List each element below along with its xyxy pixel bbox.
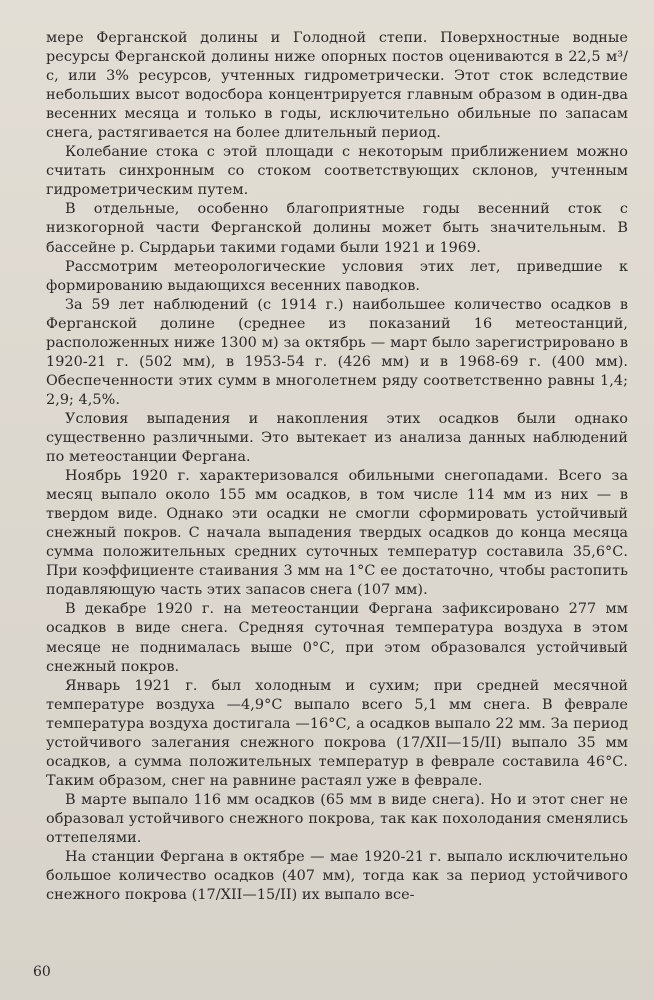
page-number: 60 xyxy=(33,964,51,980)
paragraph-5: За 59 лет наблюдений (с 1914 г.) наибольшее количество осадков в Ферганской долине (среднее из показаний 16 метеостанций, расположенных ниже 1300 м) за октябрь — март было зарегистрировано в 1920-21 г. (502 мм), в 1953-54 г. (426 мм) и в 1968-69 г. (400 мм). Обеспеченности этих сумм в многолетнем ряду соответственно равны 1,4; 2,9; 4,5%. xyxy=(46,296,628,408)
paragraph-7: Ноябрь 1920 г. характеризовался обильными снегопадами. Всего за месяц выпало около 155 мм осадков, в том числе 114 мм из них — в твердом виде. Однако эти осадки не смогли сформировать устойчивый снежный покров. С начала выпадения твердых осадков до конца месяца сумма положительных средних суточных температур составила 35,6°С. При коэффициенте стаивания 3 мм на 1°С ее достаточно, чтобы растопить подавляющую часть этих запасов снега (107 мм). xyxy=(46,468,628,599)
paragraph-11: На станции Фергана в октябре — мае 1920-21 г. выпало исключительно большое количество осадков (407 мм), тогда как за период устойчивого снежного покрова (17/XII—15/II) их выпало все- xyxy=(46,849,628,904)
paragraph-2: Колебание стока с этой площади с некоторым приближением можно считать синхронным со стоком соответствующих склонов, учтенным гидрометрическим путем. xyxy=(46,144,628,199)
paragraph-6: Условия выпадения и накопления этих осадков были однако существенно различными. Это вытекает из анализа данных наблюдений по метеостанции Фергана. xyxy=(46,410,628,466)
paragraph-10: В марте выпало 116 мм осадков (65 мм в виде снега). Но и этот снег не образовал устойчивого снежного покрова, так как похолодания сменялись оттепелями. xyxy=(46,791,628,846)
paragraph-9: Январь 1921 г. был холодным и сухим; при средней месячной температуре воздуха —4,9°С выпало всего 5,1 мм снега. В феврале температура воздуха достигала —16°С, а осадков выпало 22 мм. За период устойчивого залегания снежного покрова (17/XII—15/II) выпало 35 мм осадков, а сумма положительных температур в феврале составила 46°С. Таким образом, снег на равнине растаял уже в феврале. xyxy=(46,677,628,789)
text-body xyxy=(46,29,628,905)
paragraph-4: Рассмотрим метеорологические условия этих лет, приведшие к формированию выдающихся весенних паводков. xyxy=(46,258,628,294)
paragraph-1: мере Ферганской долины и Голодной степи. Поверхностные водные ресурсы Ферганской долины ниже опорных постов оцениваются в 22,5 м³/с, или 3% ресурсов, учтенных гидрометрически. Этот сток вследствие небольших высот водосбора концентрируется главным образом в один-два весенних месяца и только в годы, исключительно обильные по запасам снега, растягивается на более длительный период. xyxy=(46,30,628,142)
paragraph-3: В отдельные, особенно благоприятные годы весенний сток с низкогорной части Ферганской долины может быть значительным. В бассейне р. Сырдарьи такими годами были 1921 и 1969. xyxy=(46,201,628,256)
paragraph-8: В декабре 1920 г. на метеостанции Фергана зафиксировано 277 мм осадков в виде снега. Средняя суточная температура воздуха в этом месяце не поднималась выше 0°С, при этом образовался устойчивый снежный покров. xyxy=(46,601,628,675)
